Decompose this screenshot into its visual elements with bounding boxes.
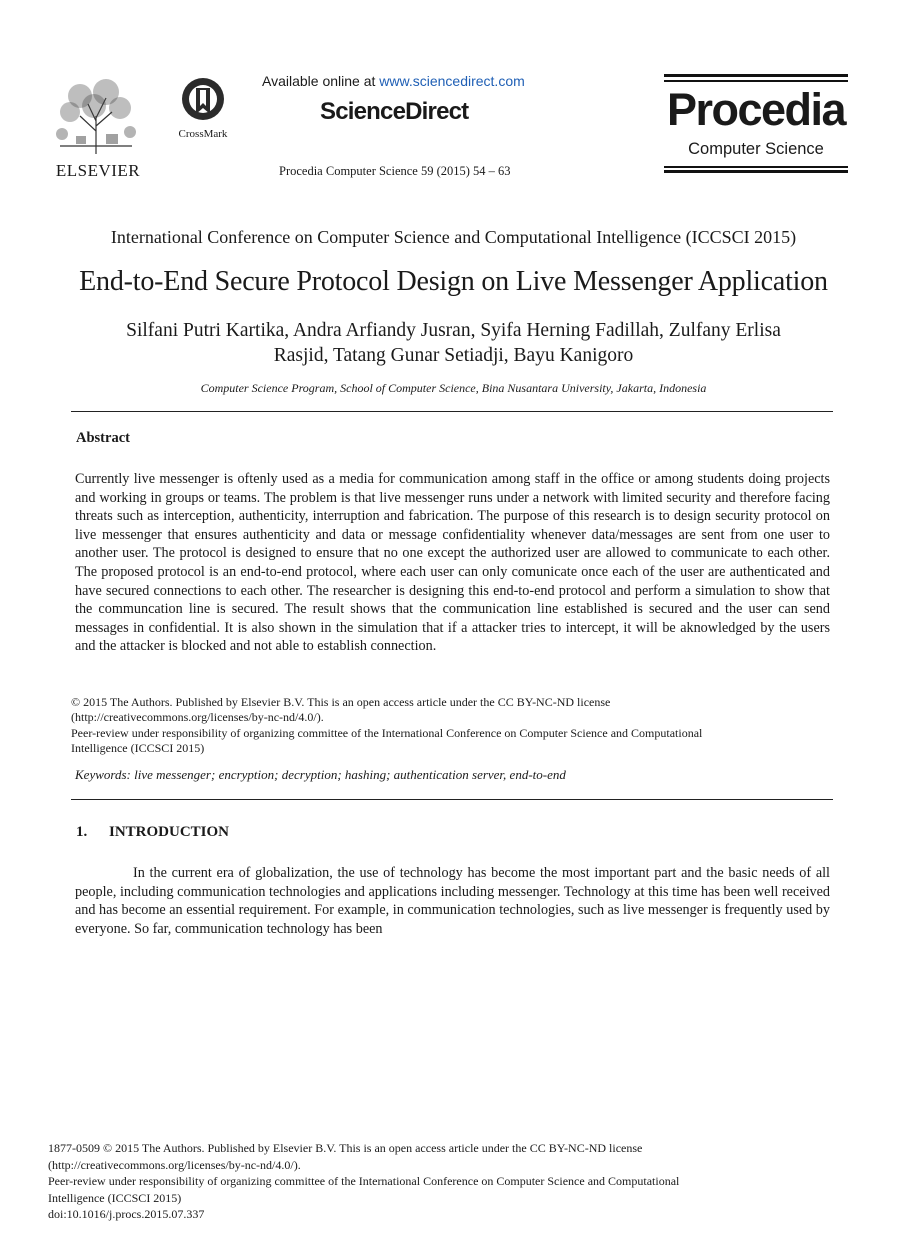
section-heading-introduction [76, 824, 229, 841]
divider-bottom [71, 799, 833, 800]
procedia-top-rule [664, 74, 848, 77]
sciencedirect-brand: ScienceDirect [320, 98, 469, 125]
peer-review-line-2: Intelligence (ICCSCI 2015) [71, 740, 205, 755]
available-prefix: Available online at [262, 73, 380, 89]
procedia-subtitle: Computer Science [688, 140, 824, 158]
keywords: Keywords: live messenger; encryption; decryption; hashing; authentication server, end-to-end [75, 767, 566, 782]
footer-notice [48, 1140, 679, 1223]
abstract-heading: Abstract [76, 430, 130, 446]
authors-line-1: Silfani Putri Kartika, Andra Arfiandy Jusran, Syifa Herning Fadillah, Zulfany Erlisa [126, 320, 781, 341]
section-title: INTRODUCTION [109, 824, 230, 840]
abstract-text: Currently live messenger is oftenly used as a media for communication among staff in the office or among students doing projects and working in groups or teams. The problem is that live messenger runs under a network with limited security and therefore facing threats such as interception, authenticity, interruption and fabrication. The purpose of this research is to design security protocol on live messenger that ensures authenticity and data or message confidentiality whenever data/messages are sent from one user to another user. The protocol is designed to ensure that no one except the authorized user are allowed to communicate to each other. The proposed protocol is an end-to-end protocol, where each user can only comunicate once each of the user are authenticated and have secured connections to each other. The researcher is designing this end-to-end protocol and perform a simulation to show that the communcation line is secured. The result shows that the communication line established is secured and the user can send messages in confidential. It is also shown in the simulation that if a attacker tries to intercept, it will be aknowledged by the users and the attacker is blocked and not able to establish connection. [75, 471, 830, 655]
footer-line-1: 1877-0509 © 2015 The Authors. Published by Elsevier B.V. This is an open access article under the CC BY-NC-ND license [48, 1141, 643, 1155]
sciencedirect-link[interactable]: www.sciencedirect.com [379, 73, 525, 89]
authors-line-2: Rasjid, Tatang Gunar Setiadji, Bayu Kanigoro [273, 345, 634, 366]
crossmark-badge[interactable] [170, 76, 236, 140]
available-online [262, 73, 525, 89]
paper-title: End-to-End Secure Protocol Design on Live Messenger Application [79, 266, 828, 297]
copyright-line-1: © 2015 The Authors. Published by Elsevier B.V. This is an open access article under the CC BY-NC-ND license [71, 695, 611, 709]
footer-line-3: Peer-review under responsibility of organizing committee of the International Conference on Computer Science and Computational [48, 1174, 680, 1188]
footer-line-2[interactable]: (http://creativecommons.org/licenses/by-nc-nd/4.0/). [48, 1157, 301, 1172]
footer-line-4: Intelligence (ICCSCI 2015) [48, 1190, 182, 1205]
crossmark-label: CrossMark [178, 128, 228, 140]
copyright-line-2[interactable]: (http://creativecommons.org/licenses/by-nc-nd/4.0/). [71, 710, 324, 725]
conference-name: International Conference on Computer Science and Computational Intelligence (ICCSCI 2015) [110, 227, 797, 247]
section-number: 1. [76, 824, 88, 840]
divider-top [71, 411, 833, 412]
footer-doi[interactable]: doi:10.1016/j.procs.2015.07.337 [48, 1207, 205, 1221]
procedia-logo [664, 74, 848, 176]
journal-reference: Procedia Computer Science 59 (2015) 54 – 63 [279, 164, 511, 178]
peer-review-line-1: Peer-review under responsibility of organizing committee of the International Conference on Computer Science and Computational [71, 725, 703, 740]
procedia-brand: Procedia [666, 84, 846, 135]
elsevier-tree-icon [50, 76, 142, 154]
author-list [80, 318, 827, 368]
procedia-bottom-rule-thin [664, 166, 848, 168]
copyright-notice [71, 695, 831, 756]
crossmark-icon [180, 76, 226, 122]
procedia-top-rule-thin [664, 80, 848, 82]
publisher-name: ELSEVIER [55, 161, 141, 180]
affiliation: Computer Science Program, School of Computer Science, Bina Nusantara University, Jakarta, Indonesia [200, 381, 707, 395]
elsevier-logo [50, 76, 146, 180]
procedia-bottom-rule [664, 170, 848, 173]
introduction-text: In the current era of globalization, the use of technology has become the most important part and the basic needs of all people, including communication technologies and applications including messenger. Technology at this time has been well received and has become an essential requirement. For example, in communication technologies, such as live messenger is frequently used by everyone. So far, communication technology has been [75, 865, 830, 937]
